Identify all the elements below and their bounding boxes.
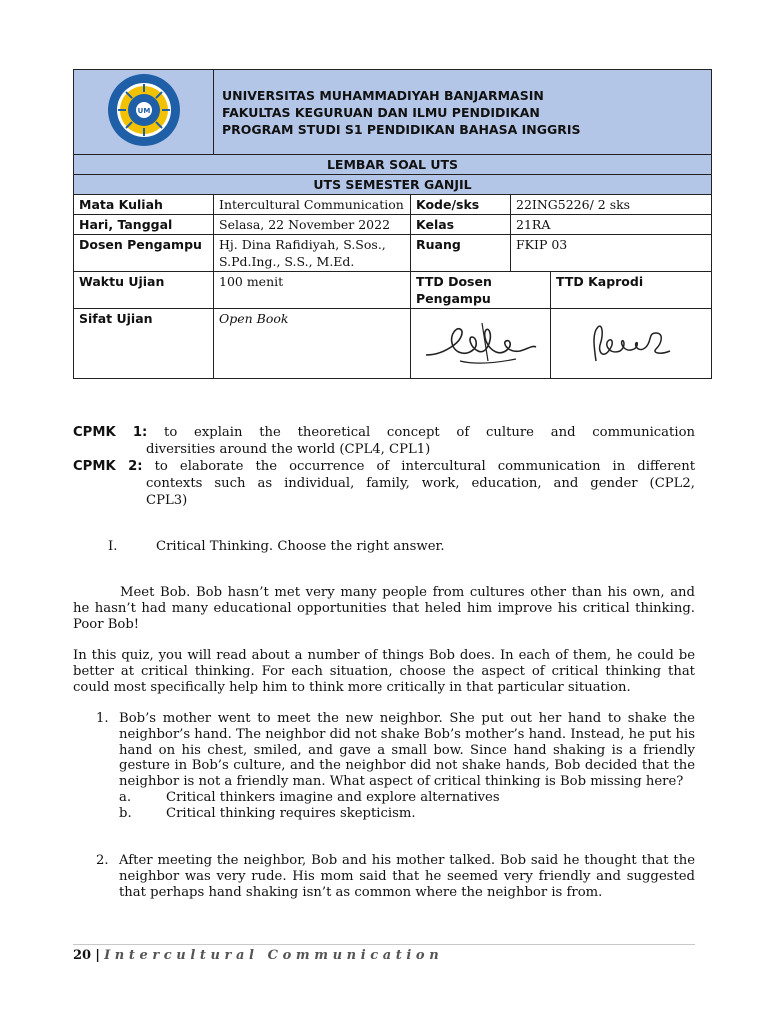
head-signature-cell (551, 309, 712, 379)
time-value: 100 menit (214, 272, 411, 309)
svg-text:UM: UM (137, 107, 150, 115)
page-footer (73, 948, 443, 963)
intro-paragraph-2: In this quiz, you will read about a number of things Bob does. In each of them, he could be better at critical thinking. For each situation, choose the aspect of critical thinking that could most specifically help him to think more critically in that particular situation. (73, 648, 695, 695)
page-number: 20 (73, 948, 92, 963)
code-label: Kode/sks (411, 195, 511, 215)
exam-header-table (73, 69, 712, 379)
lecturer-signature (416, 311, 546, 373)
cpmk-1-line2: diversities around the world (CPL4, CPL1) (146, 442, 431, 457)
section-heading (108, 539, 445, 554)
class-value: 21RA (511, 215, 712, 235)
semester-title: UTS SEMESTER GANJIL (74, 175, 712, 195)
section-number: I. (108, 539, 118, 554)
university-name: UNIVERSITAS MUHAMMADIYAH BANJARMASIN (222, 87, 544, 103)
lecturer-value: Hj. Dina Rafidiyah, S.Sos., S.Pd.Ing., S.S., M.Ed. (214, 235, 411, 272)
course-label: Mata Kuliah (74, 195, 214, 215)
course-value: Intercultural Communication (214, 195, 411, 215)
question-1-text: Bob’s mother went to meet the new neighbor. She put out her hand to shake the neighbor’s hand. The neighbor did not shake Bob’s mother’s hand. Instead, he put his hand on his chest, smiled, and gave a small bow. Since hand shaking is a friendly gesture in Bob’s culture, and the neighbor did not shake hands, Bob decided that the neighbor is not a friendly man. What aspect of critical thinking is Bob missing here? (119, 711, 695, 790)
class-label: Kelas (411, 215, 511, 235)
question-1-option-b (119, 806, 695, 822)
program-name: PROGRAM STUDI S1 PENDIDIKAN BAHASA INGGRIS (222, 121, 581, 137)
head-signature (576, 311, 686, 373)
day-label: Hari, Tanggal (74, 215, 214, 235)
option-b-text: Critical thinking requires skepticism. (166, 805, 416, 821)
question-1 (96, 711, 695, 822)
option-a-letter: a. (119, 789, 132, 805)
code-value: 22ING5226/ 2 sks (511, 195, 712, 215)
intro-paragraph-1: Meet Bob. Bob hasn’t met very many people from cultures other than his own, and he hasn’t had many educational opportunities that heled him improve his critical thinking. Poor Bob! (73, 585, 695, 632)
time-label: Waktu Ujian (74, 272, 214, 309)
faculty-name: FAKULTAS KEGURUAN DAN ILMU PENDIDIKAN (222, 104, 540, 120)
lecturer-label: Dosen Pengampu (74, 235, 214, 272)
cpmk-1-line1: to explain the theoretical concept of culture and communication (164, 425, 695, 440)
nature-label: Sifat Ujian (74, 309, 214, 379)
section-title: Critical Thinking. Choose the right answer. (156, 539, 445, 554)
cpmk-2 (73, 458, 695, 509)
logo-cell (74, 70, 214, 155)
sign-head-label: TTD Kaprodi (551, 272, 712, 309)
cpmk-2-line2: contexts such as individual, family, work, education, and gender (CPL2, (146, 476, 695, 491)
room-value: FKIP 03 (511, 235, 712, 272)
cpmk-1 (73, 424, 695, 458)
option-a-text: Critical thinkers imagine and explore alternatives (166, 789, 500, 805)
question-2 (96, 853, 695, 900)
sheet-title: LEMBAR SOAL UTS (74, 155, 712, 175)
question-2-text: After meeting the neighbor, Bob and his mother talked. Bob said he thought that the neighbor was very rude. His mom said that he seemed very friendly and suggested that perhaps hand shaking isn’t as common where the neighbor is from. (119, 853, 695, 900)
cpmk-2-line1: to elaborate the occurrence of intercultural communication in different (154, 459, 695, 474)
room-label: Ruang (411, 235, 511, 272)
question-1-option-a (119, 790, 695, 806)
sign-lecturer-label: TTD Dosen Pengampu (411, 272, 551, 309)
question-1-number: 1. (96, 711, 109, 726)
cpmk-1-tag: CPMK 1: (73, 425, 148, 440)
footer-divider (73, 944, 695, 945)
question-2-number: 2. (96, 853, 109, 868)
nature-value: Open Book (214, 309, 411, 379)
footer-title: Intercultural Communication (104, 948, 444, 963)
lecturer-signature-cell (411, 309, 551, 379)
institution-block (214, 70, 712, 155)
cpmk-2-line3: CPL3) (146, 493, 188, 508)
cpmk-2-tag: CPMK 2: (73, 459, 143, 474)
day-value: Selasa, 22 November 2022 (214, 215, 411, 235)
option-b-letter: b. (119, 805, 132, 821)
footer-separator: | (95, 948, 100, 963)
university-logo (106, 72, 182, 148)
